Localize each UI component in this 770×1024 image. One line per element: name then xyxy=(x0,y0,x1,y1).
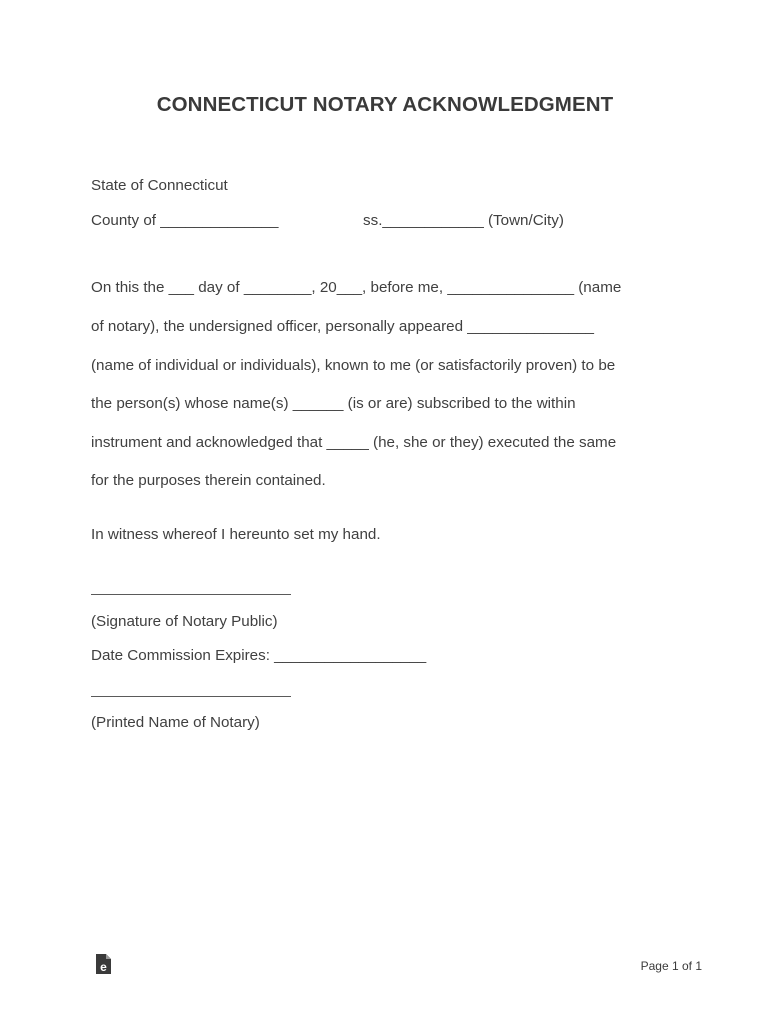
commission-expires-line: Date Commission Expires: __________________ xyxy=(91,647,427,664)
printed-name-line xyxy=(91,696,291,697)
county-line: County of ______________ xyxy=(91,212,279,229)
svg-text:e: e xyxy=(100,960,107,974)
body-line: On this the ___ day of ________, 20___, before me, _______________ (name xyxy=(91,279,622,296)
page-number: Page 1 of 1 xyxy=(640,959,702,973)
printed-name-label: (Printed Name of Notary) xyxy=(91,714,260,731)
body-line: (name of individual or individuals), known to me (or satisfactorily proven) to be xyxy=(91,357,616,374)
body-line: instrument and acknowledged that _____ (he, she or they) executed the same xyxy=(91,434,617,451)
document-title: CONNECTICUT NOTARY ACKNOWLEDGMENT xyxy=(156,93,614,116)
witness-line: In witness whereof I hereunto set my hand. xyxy=(91,526,381,543)
signature-line xyxy=(91,594,291,595)
signature-label: (Signature of Notary Public) xyxy=(91,613,278,630)
ss-town-line: ss.____________ (Town/City) xyxy=(363,212,564,229)
body-line: of notary), the undersigned officer, personally appeared _______________ xyxy=(91,318,594,335)
document-e-icon xyxy=(95,953,112,975)
body-line: the person(s) whose name(s) ______ (is or are) subscribed to the within xyxy=(91,395,576,412)
body-line: for the purposes therein contained. xyxy=(91,472,326,489)
state-line: State of Connecticut xyxy=(91,177,228,194)
